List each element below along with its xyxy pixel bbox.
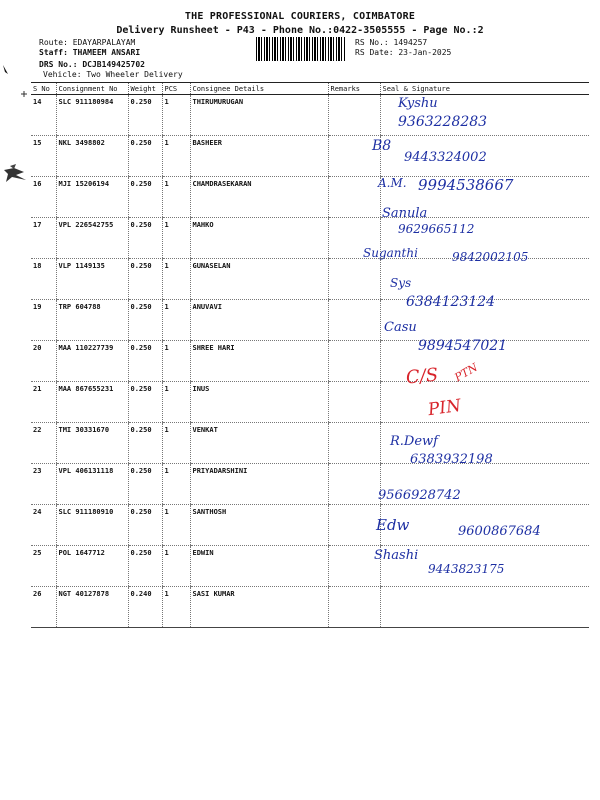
handwritten-phone-26: 9443823175	[428, 562, 505, 576]
cell-remarks	[328, 95, 380, 136]
handwritten-phone-19: 6384123124	[406, 294, 496, 310]
cell-consignment-no: MAA 110227739	[56, 341, 128, 382]
cell-consignee: SASI KUMAR	[190, 587, 328, 628]
handwritten-phone-24: 9566928742	[378, 488, 461, 503]
cell-sno: 14	[31, 95, 56, 136]
cell-consignee: THIRUMURUGAN	[190, 95, 328, 136]
handwritten-phone-25: 9600867684	[458, 524, 541, 539]
vehicle-text: Vehicle: Two Wheeler Delivery	[43, 70, 183, 79]
cell-sno: 21	[31, 382, 56, 423]
signature-scribble: Suganthi	[363, 246, 418, 260]
cell-remarks	[328, 300, 380, 341]
cs-mark: C/S	[404, 364, 440, 389]
cell-sno: 22	[31, 423, 56, 464]
cell-pcs: 1	[162, 505, 190, 546]
cell-weight: 0.250	[128, 464, 162, 505]
drs-line	[39, 60, 145, 69]
cell-sno: 15	[31, 136, 56, 177]
cell-sno: 18	[31, 259, 56, 300]
signature-scribble: Casu	[384, 320, 417, 335]
company-title: THE PROFESSIONAL COURIERS, COIMBATORE	[184, 11, 416, 22]
cell-consignment-no: NKL 3498802	[56, 136, 128, 177]
drs-number: DCJB149425702	[82, 60, 145, 69]
cell-consignee: GUNASELAN	[190, 259, 328, 300]
handwritten-phone-23: 6383932198	[410, 452, 493, 467]
table-row	[31, 464, 589, 505]
signature-scribble: Shashi	[374, 548, 419, 563]
cell-remarks	[328, 587, 380, 628]
cell-consignee: SHREE HARI	[190, 341, 328, 382]
cell-remarks	[328, 546, 380, 587]
cell-remarks	[328, 505, 380, 546]
cell-weight: 0.250	[128, 546, 162, 587]
cell-weight: 0.250	[128, 300, 162, 341]
cell-remarks	[328, 341, 380, 382]
cell-consignment-no: TRP 604788	[56, 300, 128, 341]
cell-pcs: 1	[162, 341, 190, 382]
cell-consignee: MAHKO	[190, 218, 328, 259]
handwritten-phone-16: 9994538667	[418, 176, 514, 194]
signature-scribble: Sys	[390, 276, 412, 290]
cell-pcs: 1	[162, 259, 190, 300]
cell-pcs: 1	[162, 587, 190, 628]
table-header-row	[31, 83, 589, 95]
cell-sno: 19	[31, 300, 56, 341]
cell-consignee: EDWIN	[190, 546, 328, 587]
cell-weight: 0.250	[128, 136, 162, 177]
cell-consignment-no: MAA 867655231	[56, 382, 128, 423]
cell-pcs: 1	[162, 218, 190, 259]
cell-sno: 16	[31, 177, 56, 218]
cell-consignment-no: VLP 1149135	[56, 259, 128, 300]
cell-weight: 0.250	[128, 341, 162, 382]
table-row	[31, 546, 589, 587]
cell-pcs: 1	[162, 423, 190, 464]
cell-consignee: VENKAT	[190, 423, 328, 464]
cell-consignee: ANUVAVI	[190, 300, 328, 341]
signature-scribble: R.Dewf	[390, 434, 438, 449]
cell-sno: 25	[31, 546, 56, 587]
signature-scribble: A.M.	[378, 176, 407, 190]
staff-label: Staff:	[39, 48, 68, 57]
signature-scribble: Kyshu	[398, 96, 438, 111]
cell-weight: 0.250	[128, 423, 162, 464]
cell-weight: 0.250	[128, 382, 162, 423]
signature-scribble: B8	[372, 138, 392, 154]
table-row	[31, 136, 589, 177]
staff-name: THAMEEM ANSARI	[72, 48, 141, 57]
col-header-pcs: PCS	[162, 83, 190, 95]
handwritten-phone-14: 9363228283	[398, 114, 488, 130]
signature-scribble: Edw	[376, 516, 410, 534]
handwritten-phone-18: 9842002105	[452, 250, 529, 264]
pin-mark: PIN	[426, 395, 463, 421]
table-row	[31, 423, 589, 464]
staff-line	[39, 48, 140, 57]
cell-pcs: 1	[162, 546, 190, 587]
rs-date: RS Date: 23-Jan-2025	[355, 48, 452, 57]
ptn-mark: PTN	[452, 360, 480, 385]
table-row	[31, 259, 589, 300]
cell-consignee: CHAMDRASEKARAN	[190, 177, 328, 218]
cell-weight: 0.240	[128, 587, 162, 628]
margin-tick-mark	[20, 90, 28, 98]
cell-consignee: INUS	[190, 382, 328, 423]
table-row	[31, 95, 589, 136]
handwritten-phone-15: 9443324002	[404, 150, 487, 165]
cell-consignment-no: SLC 911180984	[56, 95, 128, 136]
col-header-consignee: Consignee Details	[190, 83, 328, 95]
cell-weight: 0.250	[128, 218, 162, 259]
ink-smudge-mark	[2, 160, 28, 186]
handwritten-phone-17: 9629665112	[398, 222, 475, 236]
cell-remarks	[328, 259, 380, 300]
runsheet-subtitle: Delivery Runsheet - P43 - Phone No.:0422-3505555 - Page No.:2	[116, 25, 484, 36]
cell-pcs: 1	[162, 464, 190, 505]
cell-weight: 0.250	[128, 177, 162, 218]
cell-weight: 0.250	[128, 95, 162, 136]
cell-consignment-no: TMI 30331670	[56, 423, 128, 464]
runsheet-table	[31, 82, 589, 628]
cell-sno: 26	[31, 587, 56, 628]
cell-pcs: 1	[162, 382, 190, 423]
cell-weight: 0.250	[128, 259, 162, 300]
cell-consignment-no: MJI 15206194	[56, 177, 128, 218]
cell-weight: 0.250	[128, 505, 162, 546]
cell-consignee: PRIYADARSHINI	[190, 464, 328, 505]
signature-scribble: Sanula	[382, 206, 428, 221]
cell-remarks	[328, 382, 380, 423]
cell-consignment-no: SLC 911180910	[56, 505, 128, 546]
table-row	[31, 587, 589, 628]
col-header-consignment: Consignment No	[56, 83, 128, 95]
cell-pcs: 1	[162, 95, 190, 136]
col-header-signature: Seal & Signature	[380, 83, 589, 95]
barcode-image	[256, 37, 346, 61]
rs-number: RS No.: 1494257	[355, 38, 428, 47]
table-row	[31, 382, 589, 423]
cell-pcs: 1	[162, 136, 190, 177]
cell-sno: 23	[31, 464, 56, 505]
cell-pcs: 1	[162, 300, 190, 341]
drs-label: DRS No.:	[39, 60, 78, 69]
cell-consignee: SANTHOSH	[190, 505, 328, 546]
col-header-remarks: Remarks	[328, 83, 380, 95]
cell-remarks	[328, 177, 380, 218]
cell-sno: 17	[31, 218, 56, 259]
cell-sno: 20	[31, 341, 56, 382]
cell-consignment-no: NGT 40127878	[56, 587, 128, 628]
margin-arrow-mark	[2, 64, 10, 76]
cell-signature	[380, 587, 589, 628]
col-header-sno: S No	[31, 83, 56, 95]
cell-remarks	[328, 464, 380, 505]
route-text: Route: EDAYARPALAYAM	[39, 38, 136, 47]
cell-consignment-no: VPL 226542755	[56, 218, 128, 259]
table-row	[31, 300, 589, 341]
handwritten-phone-20: 9894547021	[418, 338, 508, 354]
col-header-weight: Weight	[128, 83, 162, 95]
cell-pcs: 1	[162, 177, 190, 218]
cell-consignee: BASHEER	[190, 136, 328, 177]
cell-sno: 24	[31, 505, 56, 546]
cell-consignment-no: VPL 406131118	[56, 464, 128, 505]
cell-consignment-no: POL 1647712	[56, 546, 128, 587]
cell-remarks	[328, 423, 380, 464]
